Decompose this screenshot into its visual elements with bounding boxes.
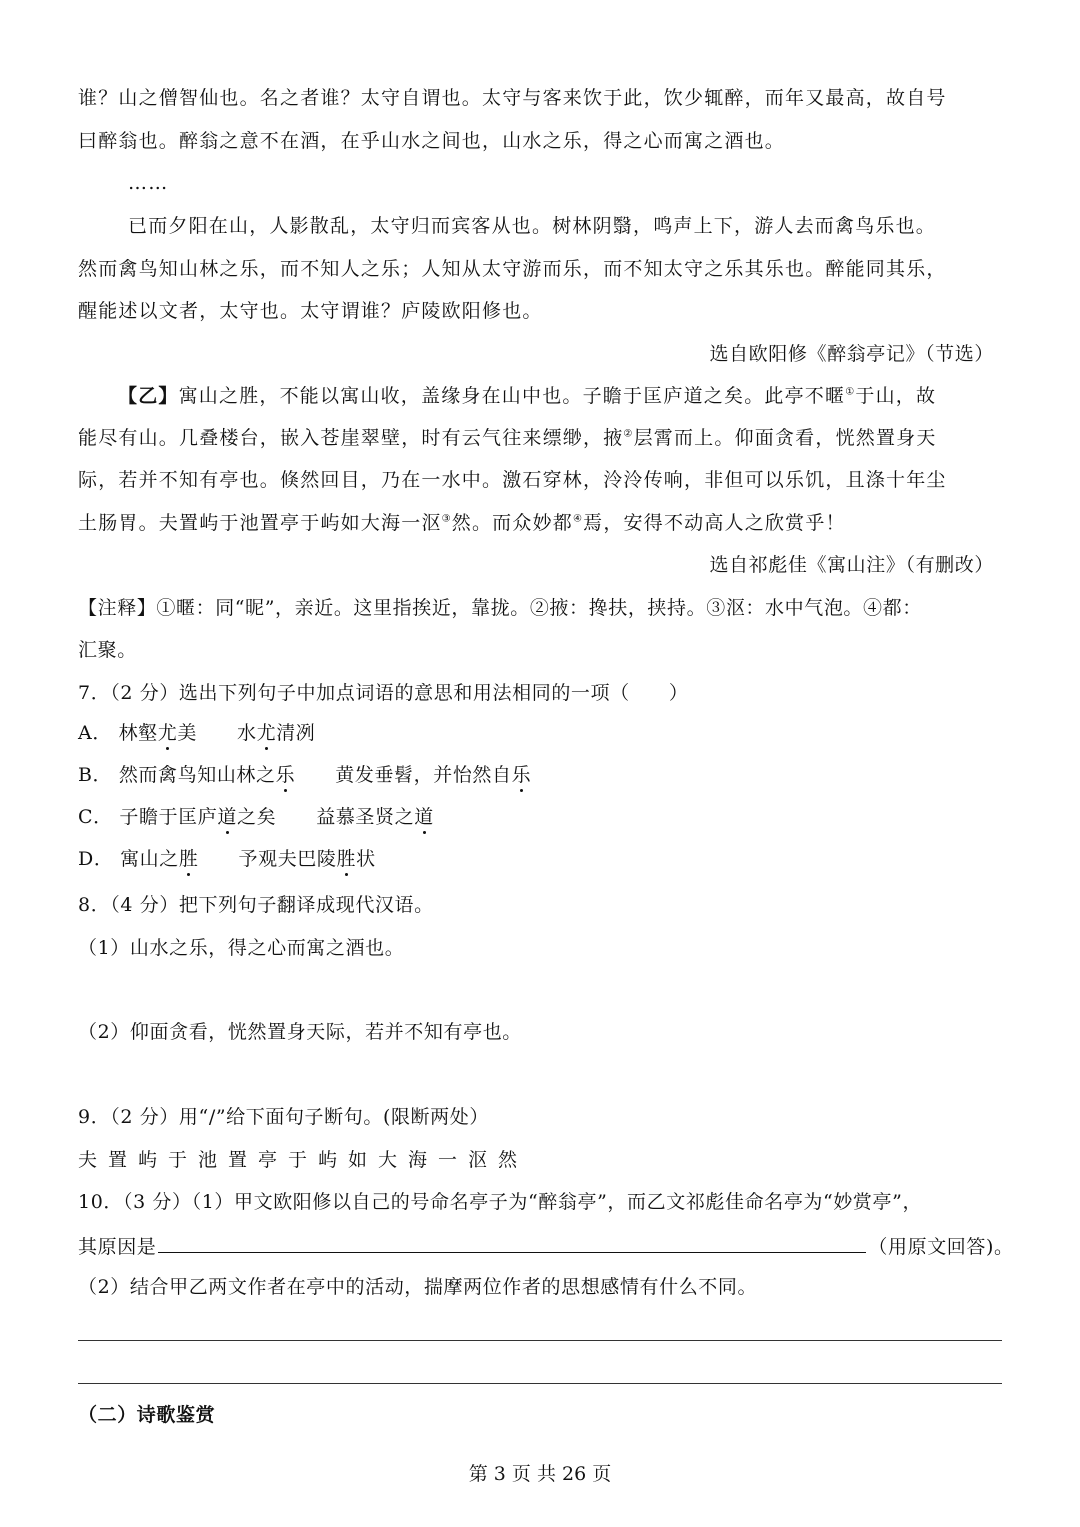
passage-yi-line-3: 际，若并不知有亭也。倏然回目，乃在一水中。激石穿林，泠泠传响，非但可以乐饥，且涤十年尘 <box>78 469 947 491</box>
option-text: 林壑 <box>118 722 158 744</box>
option-text: 益慕圣贤之 <box>316 806 415 828</box>
answer-prefix: 其原因是 <box>78 1236 157 1258</box>
option-text: 水 <box>236 722 257 744</box>
dotted-word: 道 <box>414 806 434 828</box>
passage-jia-line-3: 已而夕阳在山，人影散乱，太守归而宾客从也。树林阴翳，鸣声上下，游人去而禽鸟乐也。 <box>128 215 937 237</box>
dotted-word: 尤 <box>256 722 277 744</box>
answer-blank[interactable] <box>158 1232 866 1253</box>
dotted-word: 道 <box>217 806 238 828</box>
question-10-answer-line <box>78 1232 1014 1260</box>
dotted-word: 胜 <box>336 848 357 870</box>
passage-yi-line-2 <box>78 425 937 451</box>
question-7-stem: 7．（2 分）选出下列句子中加点词语的意思和用法相同的一项（ ） <box>78 682 689 704</box>
question-8-stem: 8．（4 分）把下列句子翻译成现代汉语。 <box>78 894 434 916</box>
question-10-stem: 10．（3 分）（1）甲文欧阳修以自己的号命名亭子为“醉翁亭”，而乙文祁彪佳命名亭为“妙赏亭”， <box>78 1191 923 1213</box>
option-letter: A． <box>78 722 112 744</box>
note-marker: ④ <box>572 513 584 525</box>
passage-yi-text: 然。而众妙都 <box>451 512 573 534</box>
dotted-word: 乐 <box>511 764 532 786</box>
note-marker: ③ <box>441 513 452 525</box>
q7-option-a[interactable] <box>78 720 315 746</box>
dotted-word: 尤 <box>157 722 178 744</box>
passage-yi-text: 寓山之胜，不能以寓山收，盖缘身在山中也。子瞻于匡庐道之矣。此亭不暱 <box>178 385 846 407</box>
option-text: 之矣 <box>237 806 277 828</box>
question-8-sentence-1: （1）山水之乐，得之心而寓之酒也。 <box>78 937 405 959</box>
answer-suffix: （用原文回答)。 <box>868 1236 1014 1258</box>
dotted-word: 乐 <box>275 764 296 786</box>
option-text: 美 <box>177 722 197 744</box>
option-text: 寓山之 <box>120 848 179 870</box>
notes-line-1: 【注释】①暱：同“昵”，亲近。这里指挨近，靠拢。②掖：搀扶，挟持。③沤：水中气泡。④都： <box>78 597 922 619</box>
passage-jia-line-1: 谁？山之僧智仙也。名之者谁？太守自谓也。太守与客来饮于此，饮少辄醉，而年又最高，故自号 <box>78 87 947 109</box>
option-text: 清冽 <box>276 722 316 744</box>
passage-yi-line-1 <box>118 383 936 409</box>
q7-option-b[interactable] <box>78 762 531 788</box>
passage-jia-line-5: 醒能述以文者，太守也。太守谓谁？庐陵欧阳修也。 <box>78 300 543 322</box>
answer-line-2[interactable] <box>78 1383 1002 1384</box>
note-marker: ② <box>623 428 634 440</box>
passage-jia-line-4: 然而禽鸟知山林之乐，而不知人之乐；人知从太守游而乐，而不知太守之乐其乐也。醉能同其乐， <box>78 258 947 280</box>
notes-line-2: 汇聚。 <box>78 639 137 661</box>
passage-yi-text: 层霄而上。仰面贪看，恍然置身天 <box>633 427 937 449</box>
passage-yi-source: 选自祁彪佳《寓山注》（有删改） <box>709 554 994 576</box>
q7-option-d[interactable] <box>78 846 376 872</box>
passage-yi-text: 焉，安得不动高人之欣赏乎！ <box>583 512 846 534</box>
passage-yi-text: 于山，故 <box>855 385 937 407</box>
option-text: 子瞻于匡庐 <box>119 806 218 828</box>
question-9-sentence[interactable]: 夫置屿于池置亭于屿如大海一沤然 <box>78 1149 529 1171</box>
section-heading-poetry: （二）诗歌鉴赏 <box>78 1404 216 1426</box>
note-marker: ① <box>845 386 856 398</box>
option-text: 黄发垂髫，并怡然自 <box>335 764 512 786</box>
option-text: 予观夫巴陵 <box>238 848 337 870</box>
question-8-sentence-2: （2）仰面贪看，恍然置身天际，若并不知有亭也。 <box>78 1021 522 1043</box>
page-number: 第 3 页 共 26 页 <box>468 1463 612 1485</box>
option-letter: B． <box>78 764 113 786</box>
option-text: 状 <box>356 848 376 870</box>
answer-line-1[interactable] <box>78 1340 1002 1341</box>
question-10-sub-2: （2）结合甲乙两文作者在亭中的活动，揣摩两位作者的思想感情有什么不同。 <box>78 1276 758 1298</box>
passage-yi-label: 【乙】 <box>118 385 179 407</box>
passage-jia-source: 选自欧阳修《醉翁亭记》（节选） <box>709 343 994 365</box>
dotted-word: 胜 <box>178 848 199 870</box>
passage-yi-text: 能尽有山。几叠楼台，嵌入苍崖翠壁，时有云气往来缥缈，掖 <box>78 427 624 449</box>
question-9-stem: 9．（2 分）用“/”给下面句子断句。(限断两处） <box>78 1106 489 1128</box>
passage-yi-line-4 <box>78 510 846 536</box>
passage-yi-text: 土肠胃。夫置屿于池置亭于屿如大海一沤 <box>78 512 442 534</box>
passage-jia-line-2: 曰醉翁也。醉翁之意不在酒，在乎山水之间也，山水之乐，得之心而寓之酒也。 <box>78 130 786 152</box>
q7-option-c[interactable] <box>78 804 434 830</box>
option-text: 然而禽鸟知山林之 <box>118 764 276 786</box>
passage-ellipsis: …… <box>128 172 169 194</box>
option-letter: C． <box>78 806 113 828</box>
option-letter: D． <box>78 848 114 870</box>
